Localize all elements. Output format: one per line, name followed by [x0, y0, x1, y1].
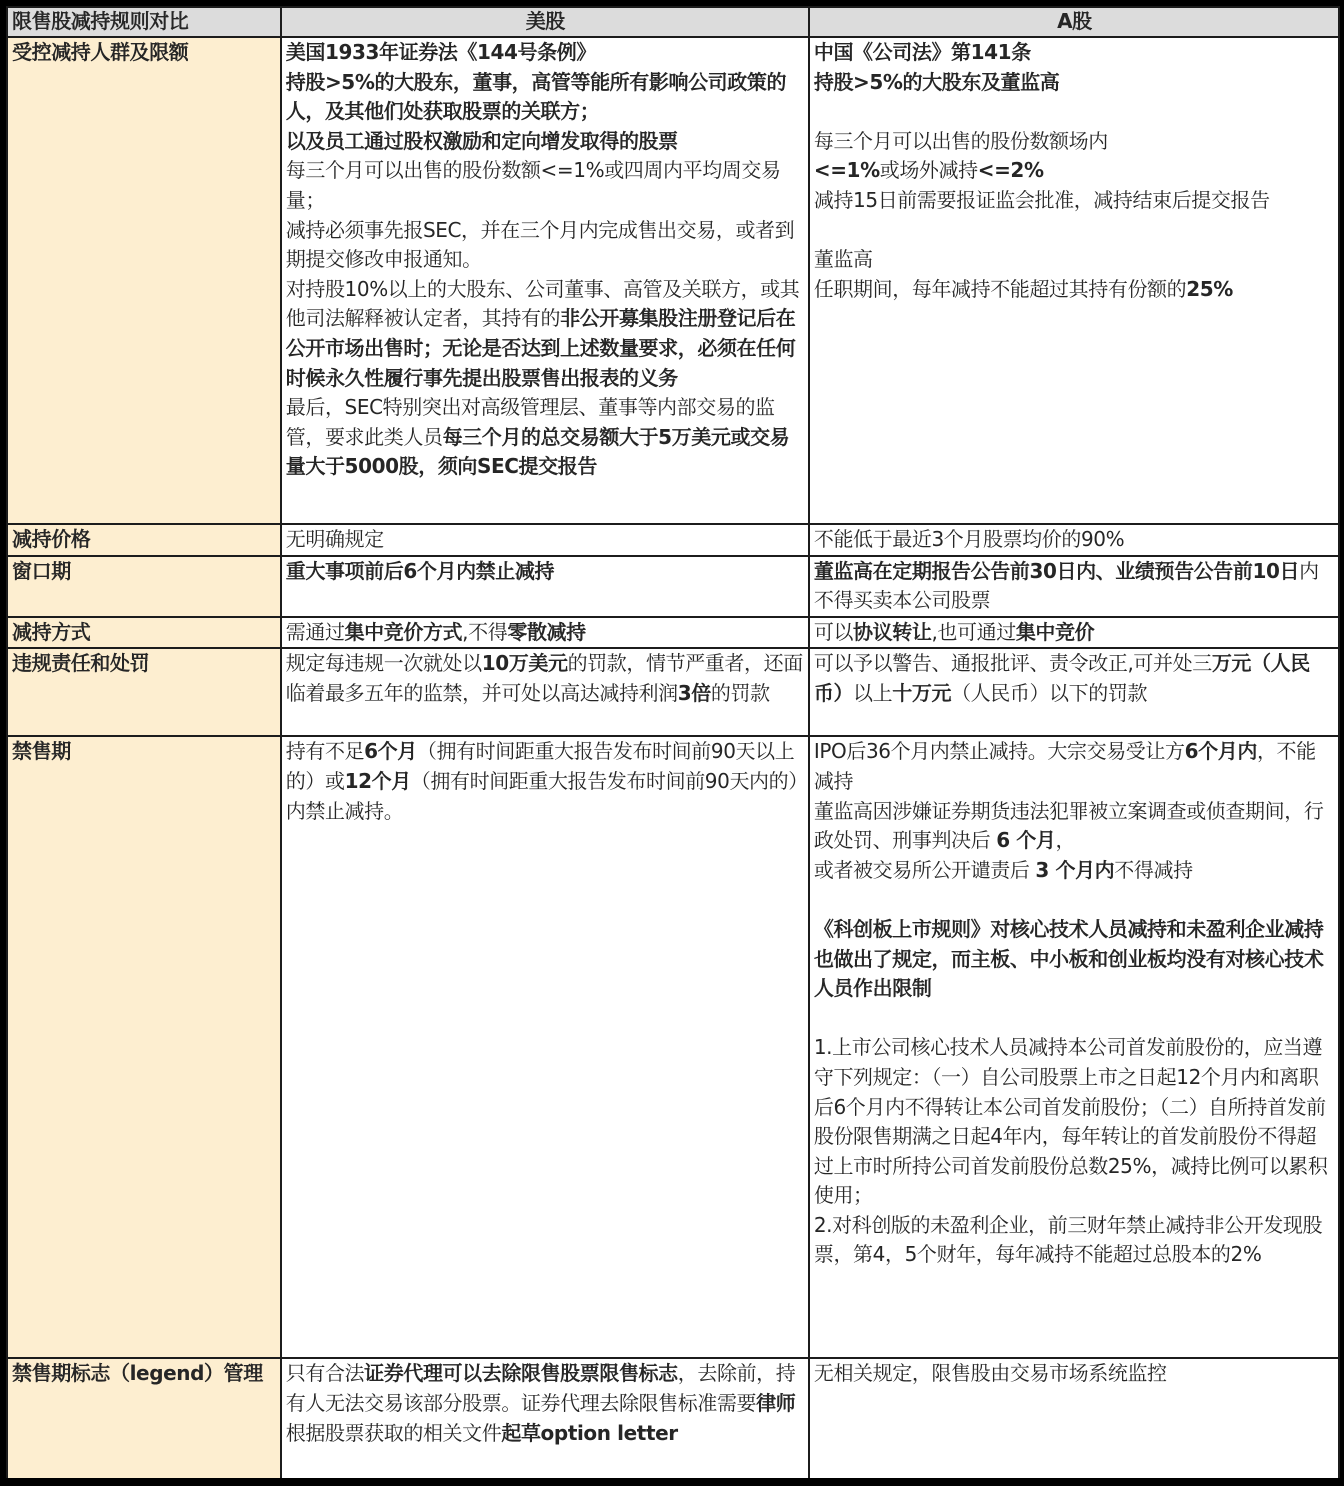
cell-paragraph — [814, 557, 1335, 616]
cell-paragraph — [814, 618, 1335, 648]
cell-paragraph — [814, 649, 1335, 708]
text: 对持股10%以上的大股东、公司董事、高管及关联方，或其他司法解释被认定者，其持有的 — [285, 276, 800, 331]
text: 规定每违规一次就处以 — [285, 651, 482, 676]
cell-paragraph — [814, 127, 1335, 157]
cell-paragraph — [814, 1211, 1335, 1270]
cell-paragraph — [286, 38, 805, 68]
row-label-penalty[interactable]: 违规责任和处罚 — [7, 648, 281, 736]
cell-paragraph — [286, 275, 805, 393]
cell-us-window[interactable] — [281, 556, 809, 617]
bold-text: 起草option letter — [501, 1420, 678, 1445]
cell-us-lockup[interactable] — [281, 736, 809, 1358]
text: 无明确规定 — [285, 527, 384, 551]
cell-paragraph — [286, 156, 805, 215]
text: 需通过 — [285, 619, 345, 644]
table-row — [7, 617, 1339, 649]
bold-text: 持股>5%的大股东及董监高 — [813, 69, 1060, 94]
cell-paragraph — [286, 68, 805, 127]
cell-paragraph — [814, 38, 1335, 68]
text: 不能低于最近3个月股票均价的90% — [813, 527, 1125, 551]
text: 持有不足 — [285, 739, 365, 764]
bold-text: 十万元 — [892, 680, 952, 705]
bold-text: 内 — [1237, 739, 1257, 764]
cell-paragraph — [814, 525, 1335, 555]
bold-text: 证券代理可以去除限售股票限售标志 — [364, 1361, 678, 1386]
text: 可以予以警告、通报批评、责令改正,可并处三 — [813, 651, 1212, 676]
cell-a-legend[interactable] — [809, 1358, 1339, 1478]
bold-text: 董监高在定期报告公告前30日内、业绩预告公告前10日 — [813, 558, 1300, 583]
cell-paragraph — [814, 856, 1335, 886]
bold-text: 重大事项前后6个月内禁止减持 — [285, 558, 555, 583]
text: 的罚款，情节严重者，还面临着最多五年的监禁，并可处以高达减持利润 — [285, 651, 803, 705]
text: ,也可通过 — [931, 619, 1016, 644]
bold-text: 以及员工通过股权激励和定向增发取得的股票 — [285, 128, 678, 153]
cell-a-penalty[interactable] — [809, 648, 1339, 736]
cell-paragraph — [286, 525, 805, 555]
text: 的罚款 — [710, 680, 770, 705]
comparison-sheet — [6, 6, 1340, 1478]
bold-text: 万元（人民币） — [813, 651, 1310, 705]
cell-a-price[interactable] — [809, 524, 1339, 556]
cell-paragraph — [814, 1033, 1335, 1211]
text: 董监高 — [813, 247, 873, 272]
cell-paragraph — [286, 557, 805, 587]
text: ， — [1055, 828, 1076, 853]
cell-paragraph — [814, 915, 1335, 1004]
text: 董监高因涉嫌证券期货违法犯罪被立案调查或侦查期间，行政处罚、刑事判决后 — [813, 798, 1324, 853]
bold-text: 6个月 — [1184, 739, 1238, 764]
cell-us-controlled[interactable] — [281, 37, 809, 524]
cell-a-controlled[interactable] — [809, 37, 1339, 524]
cell-paragraph — [814, 885, 1335, 915]
bold-text: 《科创板上市规则》对核心技术人员减持和未盈利企业减持也做出了规定，而主板、中小板和创业板均没有对核心技术人员作出限制 — [813, 916, 1324, 1001]
cell-paragraph — [814, 1359, 1335, 1389]
text: 减持必须事先报SEC，并在三个月内完成售出交易，或者到期提交修改申报通知。 — [285, 217, 795, 272]
bold-text: <=2% — [977, 158, 1044, 183]
cell-paragraph — [814, 797, 1335, 856]
cell-paragraph — [286, 216, 805, 275]
cell-paragraph — [814, 737, 1335, 796]
text: 每三个月可以出售的股份数额场内 — [813, 128, 1108, 153]
text: 1.上市公司核心技术人员减持本公司首发前股份的，应当遵守下列规定：（一）自公司股票上市之日起12个月内和离职后6个月内不得转让本公司首发前股份；（二）自所持首发前股份限售期满之日起4年内，每年转让的首发前股份不得超过上市时所持公司首发前股份总数25%，减持比例可以累积使用； — [813, 1035, 1328, 1208]
bold-text: 集中竞价方式 — [344, 619, 463, 644]
cell-paragraph — [814, 275, 1335, 305]
text: 减持15日前需要报证监会批准，减持结束后提交报告 — [813, 187, 1270, 212]
table-row — [7, 524, 1339, 556]
bold-text: 3 个月内 — [1035, 857, 1115, 882]
text: ，不能减持 — [813, 739, 1316, 793]
bold-text: 非公开募集股注册登记后在公开市场出售时；无论是否达到上述数量要求，必须在任何时候永久性履行事先提出股票售出报表的义务 — [285, 306, 796, 390]
cell-us-penalty[interactable] — [281, 648, 809, 736]
bold-text: 每三个月的总交易额大于5万美元或交易量大于5000股，须向SEC提交报告 — [285, 424, 790, 479]
table-row — [7, 37, 1339, 524]
table-title[interactable]: 限售股减持规则对比 — [7, 7, 281, 37]
text: 只有合法 — [285, 1361, 365, 1386]
text: 每三个月可以出售的股份数额<=1%或四周内平均周交易量； — [285, 158, 781, 212]
bold-text: 12个月 — [344, 768, 411, 793]
table-row — [7, 1358, 1339, 1478]
row-label-price[interactable]: 减持价格 — [7, 524, 281, 556]
row-label-controlled[interactable]: 受控减持人群及限额 — [7, 37, 281, 524]
bold-text: 10万美元 — [481, 651, 568, 676]
cell-paragraph — [286, 649, 805, 708]
cell-paragraph — [814, 156, 1335, 186]
bold-text: 协议转让 — [853, 619, 932, 644]
table-row — [7, 556, 1339, 617]
bold-text: <=1% — [813, 158, 880, 183]
cell-us-method[interactable] — [281, 617, 809, 649]
table-row — [7, 648, 1339, 736]
bold-text: 集中竞价 — [1015, 619, 1095, 644]
cell-us-price[interactable] — [281, 524, 809, 556]
header-a[interactable]: A股 — [809, 7, 1339, 37]
row-label-lockup[interactable]: 禁售期 — [7, 736, 281, 1358]
header-row — [7, 7, 1339, 37]
row-label-method[interactable]: 减持方式 — [7, 617, 281, 649]
cell-paragraph — [814, 1004, 1335, 1034]
text: 最后，SEC特别突出对高级管理层、董事等内部交易的监管，要求此类人员 — [285, 395, 775, 449]
cell-paragraph — [286, 393, 805, 482]
text: （拥有时间距重大报告发布时间前90天内的）内禁止减持。 — [285, 768, 798, 823]
cell-paragraph — [814, 186, 1335, 216]
cell-us-legend[interactable] — [281, 1358, 809, 1478]
text: 根据股票获取的相关文件 — [285, 1420, 502, 1445]
cell-paragraph — [814, 97, 1335, 127]
text: ，去除前，持有人无法交易该部分股票。证券代理去除限售标准需要 — [285, 1361, 796, 1415]
table-row — [7, 736, 1339, 1358]
comparison-table — [6, 6, 1340, 1478]
cell-a-method[interactable] — [809, 617, 1339, 649]
bold-text: 零散减持 — [507, 619, 586, 644]
cell-paragraph — [286, 1359, 805, 1448]
text: 任职期间，每年减持不能超过其持有份额的 — [813, 276, 1187, 301]
cell-paragraph — [814, 216, 1335, 246]
cell-paragraph — [814, 68, 1335, 98]
cell-paragraph — [814, 245, 1335, 275]
text: 或者被交易所公开谴责后 — [813, 857, 1036, 882]
text: ,不得 — [462, 619, 508, 644]
text: （人民币）以下的罚款 — [951, 680, 1148, 705]
cell-a-lockup[interactable] — [809, 736, 1339, 1358]
row-label-legend[interactable]: 禁售期标志（legend）管理 — [7, 1358, 281, 1478]
bold-text: 中国《公司法》第141条 — [813, 40, 1031, 64]
text: 不得减持 — [1114, 857, 1193, 882]
text: 无相关规定，限售股由交易市场系统监控 — [813, 1361, 1167, 1386]
text: 以上 — [853, 680, 893, 705]
cell-paragraph — [286, 737, 805, 826]
text: 可以 — [813, 619, 854, 644]
bold-text: 25% — [1186, 276, 1233, 301]
bold-text: 律师 — [756, 1390, 796, 1415]
header-us[interactable]: 美股 — [281, 7, 809, 37]
text: 或场外减持 — [879, 158, 978, 183]
cell-a-window[interactable] — [809, 556, 1339, 617]
text: IPO后36个月内禁止减持。大宗交易受让方 — [813, 739, 1185, 764]
text: （拥有时间距重大报告发布时间前90天以上的）或 — [285, 739, 795, 793]
bold-text: 6个月 — [364, 739, 417, 764]
cell-paragraph — [286, 618, 805, 648]
bold-text: 3倍 — [677, 680, 711, 705]
text: 2.对科创版的未盈利企业，前三财年禁止减持非公开发现股票，第4，5个财年，每年减持不能超过总股本的2% — [813, 1212, 1323, 1267]
text: 内不得买卖本公司股票 — [813, 558, 1319, 613]
bold-text: 持股>5%的大股东，董事，高管等能所有影响公司政策的人，及其他们处获取股票的关联方； — [285, 69, 787, 124]
bold-text: 6 个月 — [996, 828, 1056, 853]
bold-text: 美国1933年证券法《144号条例》 — [285, 40, 596, 64]
row-label-window[interactable]: 窗口期 — [7, 556, 281, 617]
cell-paragraph — [286, 127, 805, 157]
